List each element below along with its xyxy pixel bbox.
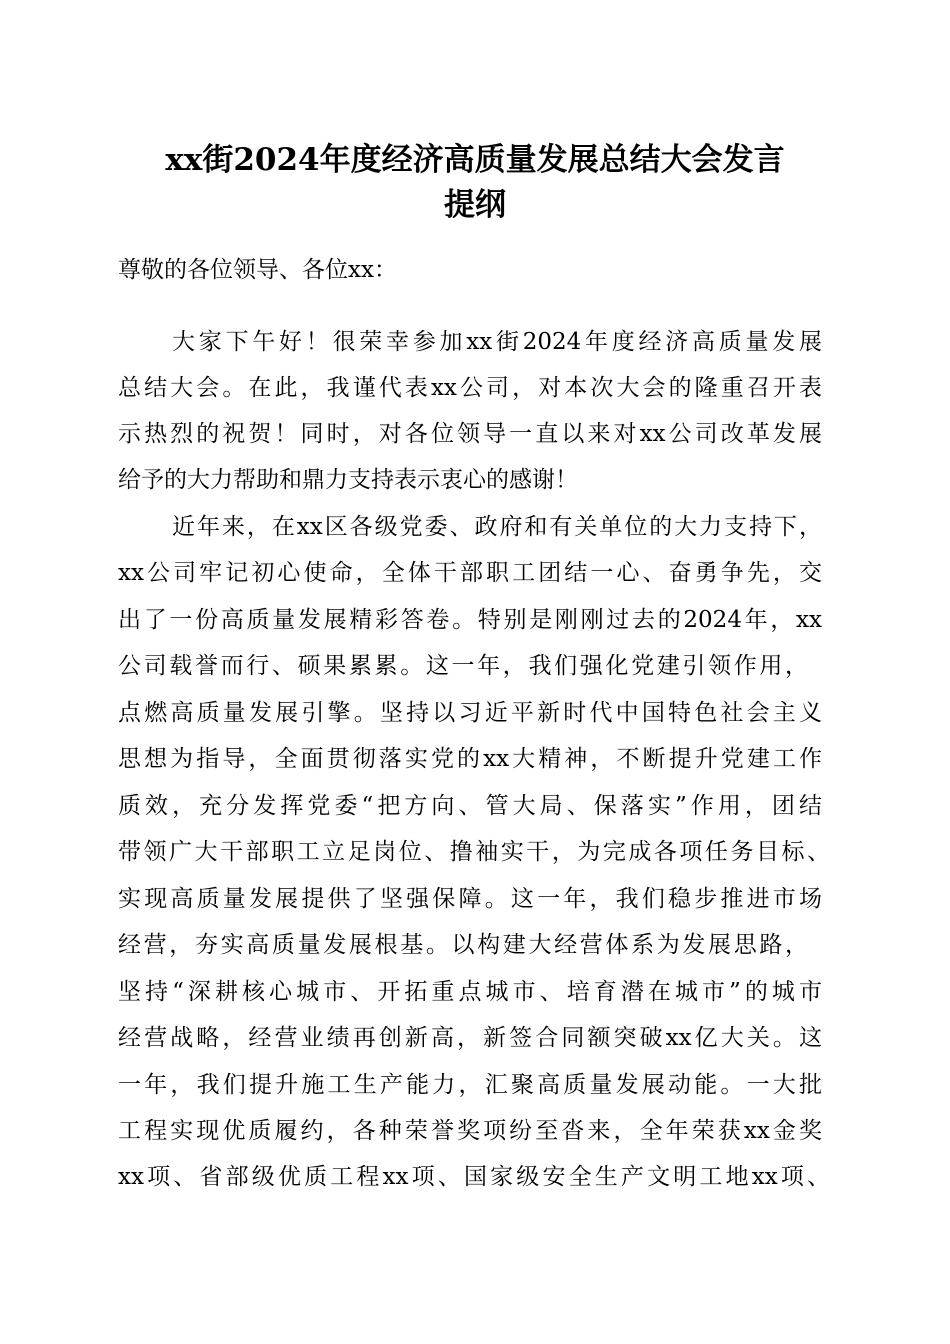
paragraph-line: 给予的大力帮助和鼎力支持表示衷心的感谢！ xyxy=(118,467,578,493)
paragraph-line: 大家下午好！很荣幸参加xx街2024年度经济高质量发展 xyxy=(172,329,822,355)
paragraph-line: 思想为指导，全面贯彻落实党的xx大精神，不断提升党建工作 xyxy=(118,746,822,772)
paragraph-line: 工程实现优质履约，各种荣誉奖项纷至沓来，全年荣获xx金奖 xyxy=(118,1118,822,1144)
paragraph-line: xx公司牢记初心使命，全体干部职工团结一心、奋勇争先，交 xyxy=(118,560,822,586)
paragraph-line: 公司载誉而行、硕果累累。这一年，我们强化党建引领作用， xyxy=(118,653,808,679)
paragraph-line: 实现高质量发展提供了坚强保障。这一年，我们稳步推进市场 xyxy=(118,886,822,912)
paragraph-line: 点燃高质量发展引擎。坚持以习近平新时代中国特色社会主义 xyxy=(118,700,822,726)
paragraph-line: 近年来，在xx区各级党委、政府和有关单位的大力支持下， xyxy=(172,514,822,540)
paragraph-line: 坚持“深耕核心城市、开拓重点城市、培育潜在城市”的城市 xyxy=(118,979,822,1005)
paragraph-line: 示热烈的祝贺！同时，对各位领导一直以来对xx公司改革发展 xyxy=(118,421,822,447)
paragraph-line: 总结大会。在此，我谨代表xx公司，对本次大会的隆重召开表 xyxy=(118,375,822,401)
document-title-line-1: xx街2024年度经济高质量发展总结大会发言 xyxy=(165,142,785,178)
salutation: 尊敬的各位领导、各位xx： xyxy=(118,257,397,283)
paragraph-line: 经营，夯实高质量发展根基。以构建大经营体系为发展思路， xyxy=(118,932,808,958)
paragraph-line: 带领广大干部职工立足岗位、撸袖实干，为完成各项任务目标、 xyxy=(118,839,830,865)
paragraph-line: 质效，充分发挥党委“把方向、管大局、保落实”作用，团结 xyxy=(118,793,822,819)
document-title-line-2: 提纲 xyxy=(444,187,506,223)
paragraph-line: 一年，我们提升施工生产能力，汇聚高质量发展动能。一大批 xyxy=(118,1072,822,1098)
paragraph-line: 经营战略，经营业绩再创新高，新签合同额突破xx亿大关。这 xyxy=(118,1025,822,1051)
paragraph-line: xx项、省部级优质工程xx项、国家级安全生产文明工地xx项、 xyxy=(118,1164,830,1190)
paragraph-line: 出了一份高质量发展精彩答卷。特别是刚刚过去的2024年，xx xyxy=(118,607,822,633)
